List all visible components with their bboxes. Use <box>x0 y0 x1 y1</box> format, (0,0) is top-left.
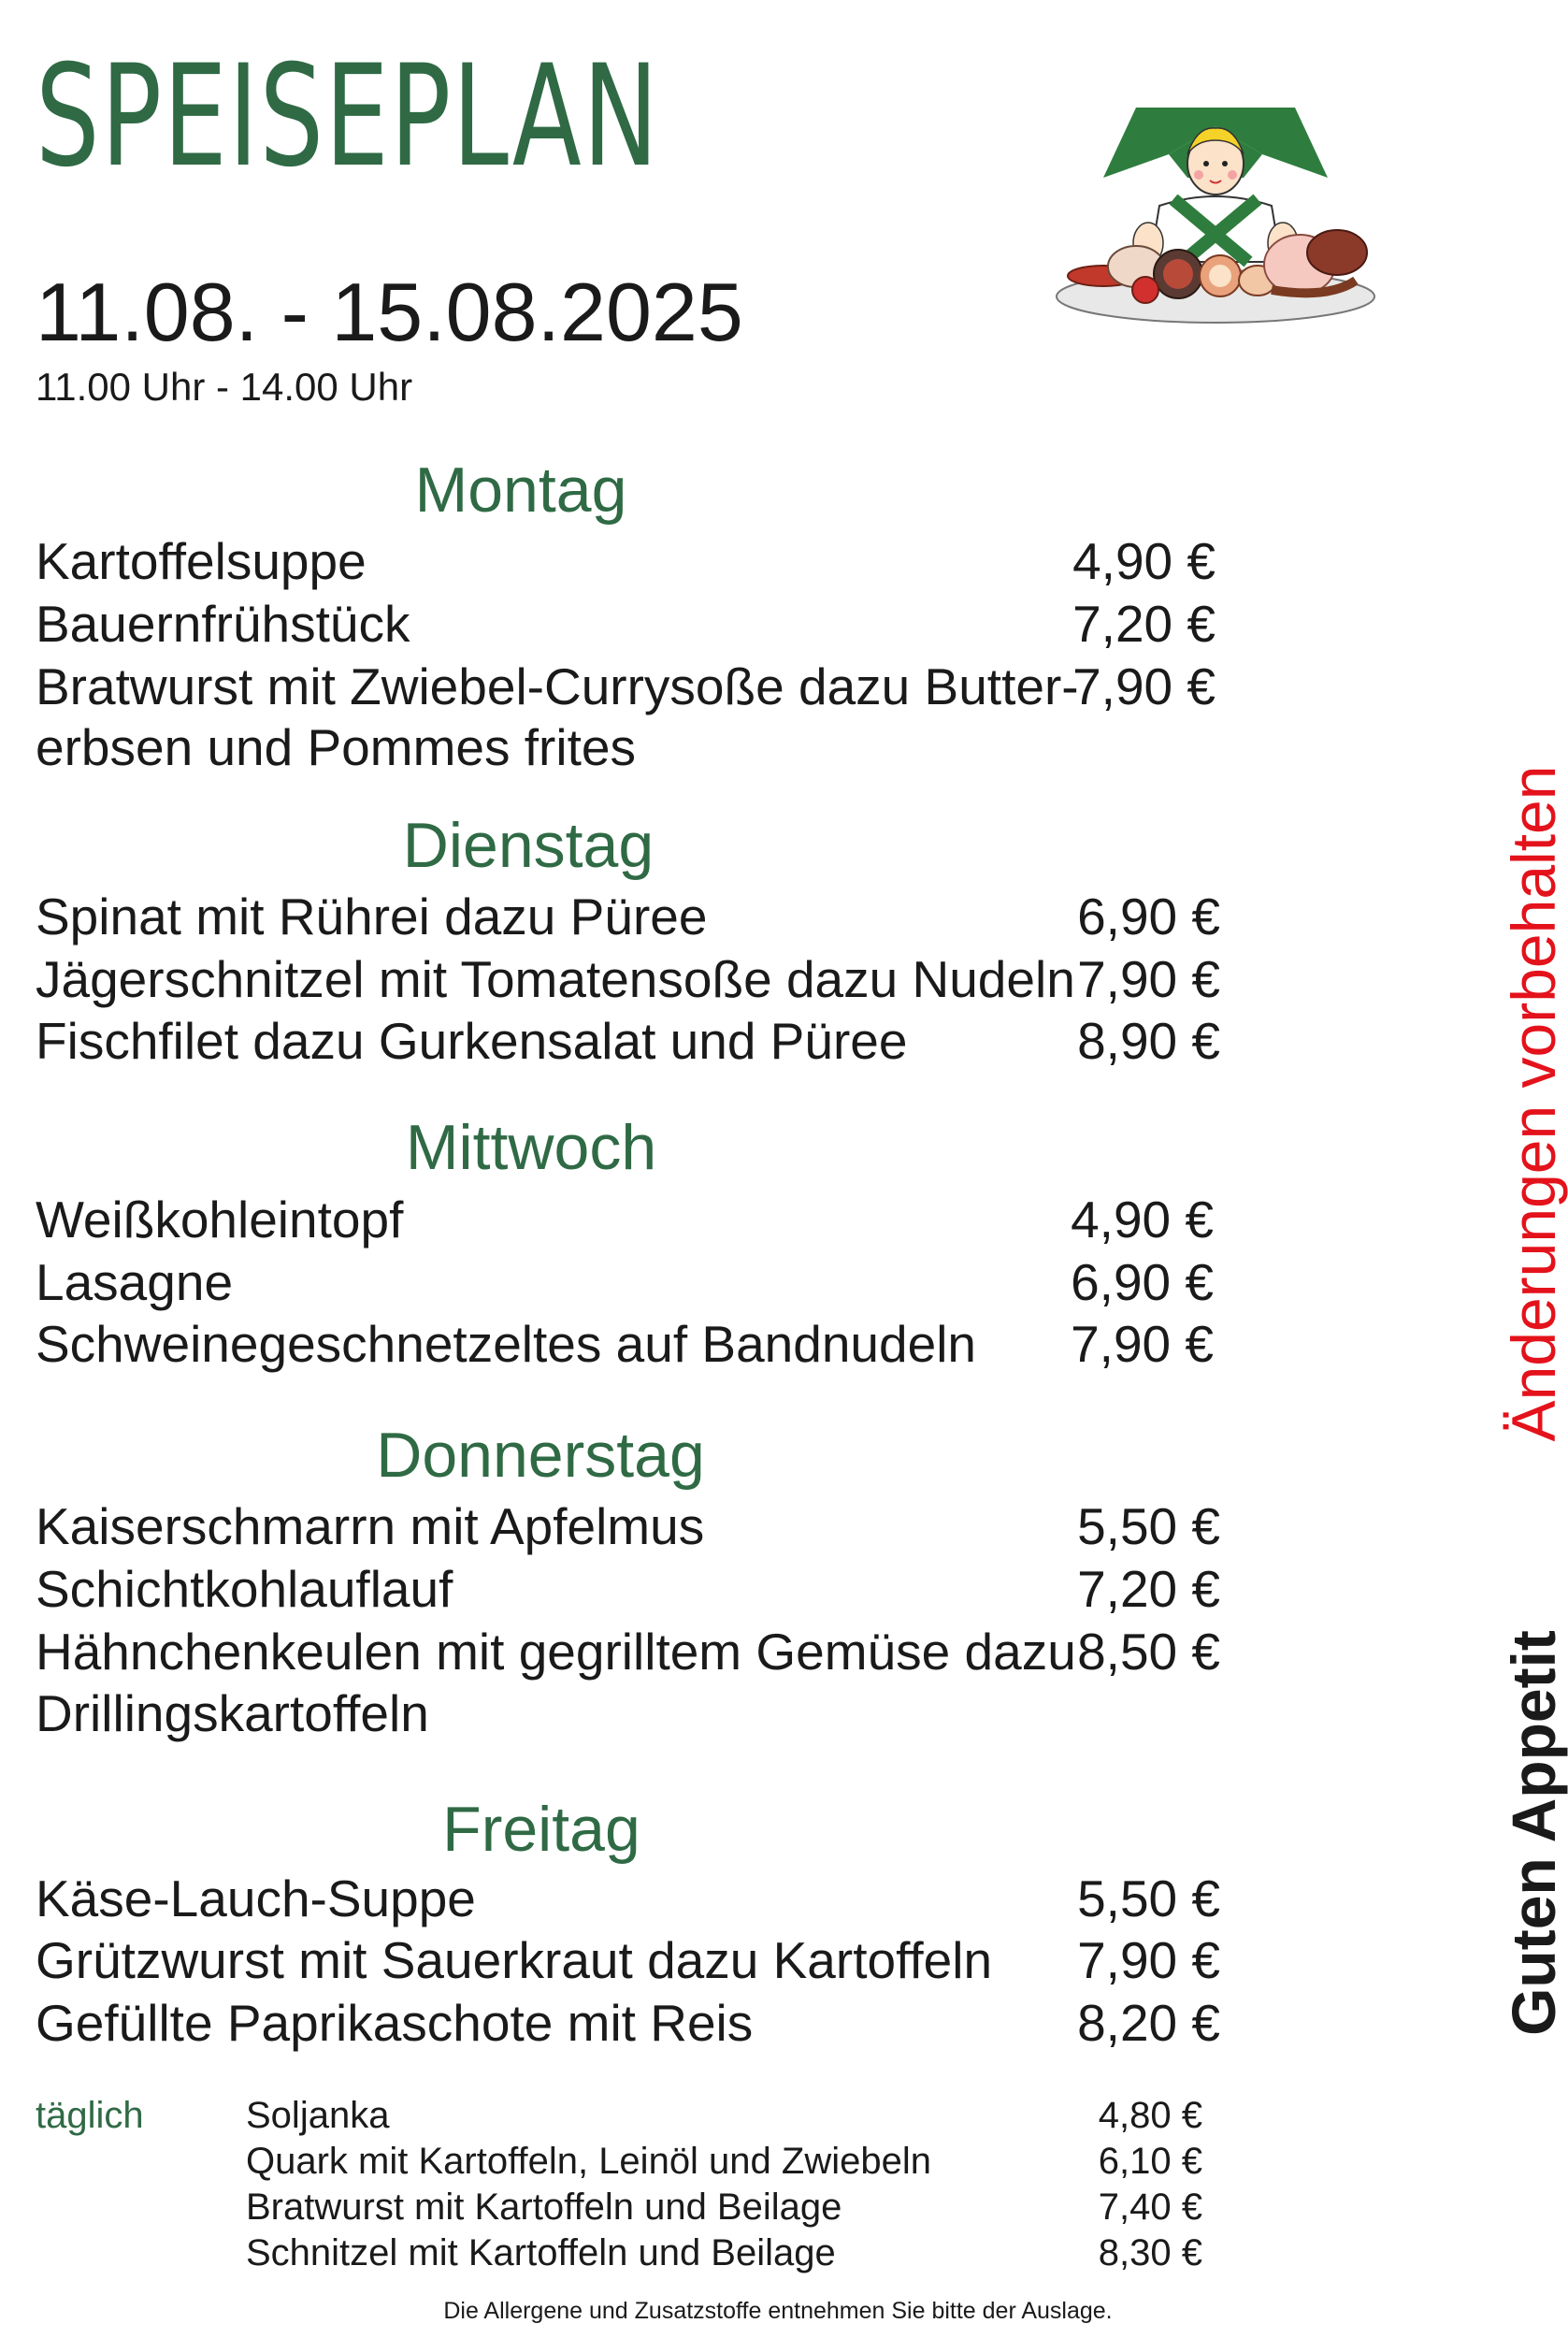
butcher-girl-with-sausage-platter-icon <box>1047 89 1384 341</box>
menu-item-name: Fischfilet dazu Gurkensalat und Püree <box>36 1012 908 1070</box>
day-heading-montag: Montag <box>414 455 627 526</box>
guten-appetit-greeting: Guten Appetit <box>1499 1630 1568 2036</box>
daily-item-price: 8,30 € <box>1098 2232 1202 2273</box>
menu-item-name: Käse-Lauch-Suppe <box>36 1869 476 1927</box>
menu-item-name: Kartoffelsuppe <box>36 532 367 590</box>
day-heading-mittwoch: Mittwoch <box>405 1112 657 1183</box>
day-heading-freitag: Freitag <box>442 1794 640 1865</box>
menu-item-price: 7,20 € <box>1077 1560 1220 1618</box>
menu-item-name: Kaiserschmarrn mit Apfelmus <box>36 1497 705 1555</box>
menu-item-price: 6,90 € <box>1071 1253 1214 1311</box>
menu-item-name: Spinat mit Rührei dazu Püree <box>36 888 708 945</box>
menu-item-name: Schichtkohlauflauf <box>36 1560 453 1618</box>
daily-item-price: 7,40 € <box>1098 2186 1202 2228</box>
menu-item-price: 5,50 € <box>1077 1869 1220 1927</box>
menu-item-name: Lasagne <box>36 1253 234 1311</box>
daily-label: täglich <box>36 2095 144 2136</box>
menu-item-name: Bauernfrühstück <box>36 595 410 653</box>
menu-item-name-continued: erbsen und Pommes frites <box>36 718 636 776</box>
menu-item-name: Hähnchenkeulen mit gegrilltem Gemüse dazu <box>36 1623 1076 1681</box>
day-heading-donnerstag: Donnerstag <box>376 1420 705 1491</box>
menu-item-price: 4,90 € <box>1072 532 1216 590</box>
menu-item-price: 8,90 € <box>1077 1012 1220 1070</box>
menu-item-name: Schweinegeschnetzeltes auf Bandnudeln <box>36 1315 977 1373</box>
opening-hours: 11.00 Uhr - 14.00 Uhr <box>36 365 413 409</box>
menu-item-price: 5,50 € <box>1077 1497 1220 1555</box>
daily-item-price: 4,80 € <box>1098 2095 1202 2136</box>
allergen-footnote: Die Allergene und Zusatzstoffe entnehmen Sie bitte der Auslage. <box>443 2298 1113 2324</box>
daily-item-name: Soljanka <box>246 2095 390 2136</box>
menu-item-name-continued: Drillingskartoffeln <box>36 1684 429 1742</box>
daily-item-name: Schnitzel mit Kartoffeln und Beilage <box>246 2232 836 2273</box>
menu-item-name: Weißkohleintopf <box>36 1191 404 1248</box>
menu-item-name: Grützwurst mit Sauerkraut dazu Kartoffeln <box>36 1931 993 1989</box>
menu-item-price: 7,90 € <box>1072 657 1216 715</box>
date-range: 11.08. - 15.08.2025 <box>36 266 743 358</box>
daily-item-price: 6,10 € <box>1098 2141 1202 2182</box>
day-heading-dienstag: Dienstag <box>402 810 655 881</box>
daily-item-name: Bratwurst mit Kartoffeln und Beilage <box>246 2186 842 2228</box>
menu-item-price: 8,50 € <box>1077 1623 1220 1681</box>
menu-item-price: 7,20 € <box>1072 595 1216 653</box>
page-title: SPEISEPLAN <box>36 36 660 198</box>
menu-item-price: 4,90 € <box>1071 1191 1214 1248</box>
menu-item-price: 6,90 € <box>1077 888 1220 945</box>
menu-item-name: Gefüllte Paprikaschote mit Reis <box>36 1994 754 2052</box>
menu-item-price: 7,90 € <box>1071 1315 1214 1373</box>
menu-item-price: 7,90 € <box>1077 1931 1220 1989</box>
menu-item-name: Bratwurst mit Zwiebel-Currysoße dazu Butter- <box>36 657 1079 715</box>
changes-reserved-note: Änderungen vorbehalten <box>1499 765 1568 1442</box>
menu-item-price: 8,20 € <box>1077 1994 1220 2052</box>
menu-item-price: 7,90 € <box>1077 950 1220 1008</box>
daily-item-name: Quark mit Kartoffeln, Leinöl und Zwiebeln <box>246 2141 931 2182</box>
menu-item-name: Jägerschnitzel mit Tomatensoße dazu Nudeln <box>36 950 1075 1008</box>
